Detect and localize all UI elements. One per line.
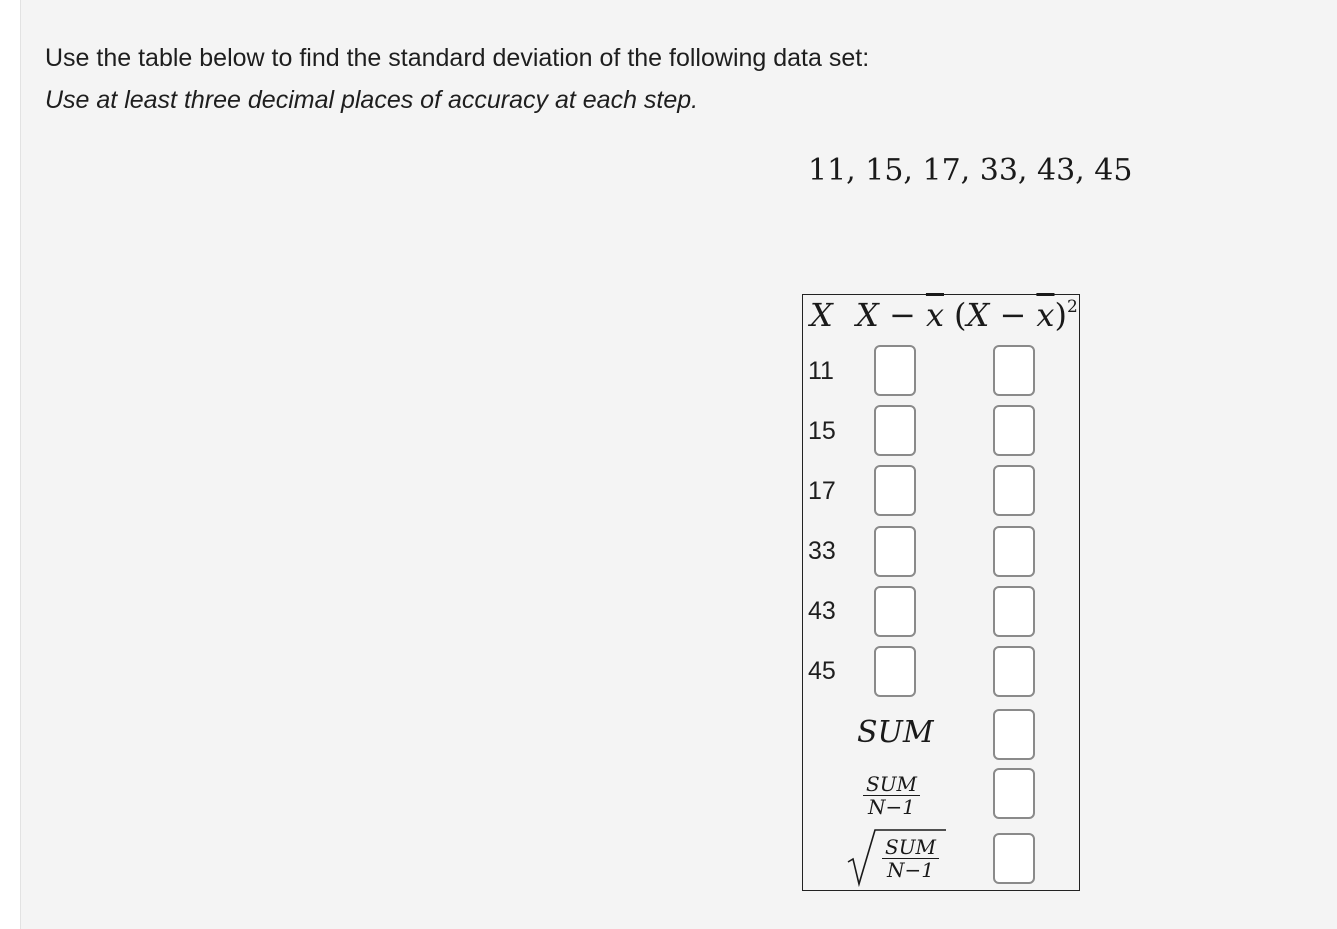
deviation-table [802, 294, 1080, 891]
deviation-input[interactable] [874, 526, 916, 577]
variance-label: SUM N−1 [863, 773, 920, 818]
x-value: 33 [808, 537, 836, 565]
standard-deviation-input[interactable] [993, 833, 1035, 884]
deviation-input[interactable] [874, 586, 916, 637]
question-prompt: Use the table below to find the standard deviation of the following data set: [45, 44, 870, 72]
squared-deviation-input[interactable] [993, 465, 1035, 516]
data-set: 11, 15, 17, 33, 43, 45 [808, 153, 1133, 188]
question-instruction: Use at least three decimal places of accuracy at each step. [45, 86, 699, 114]
standard-deviation-label: SUM N−1 [882, 836, 939, 881]
variance-input[interactable] [993, 768, 1035, 819]
squared-deviation-input[interactable] [993, 405, 1035, 456]
squared-deviation-input[interactable] [993, 586, 1035, 637]
squared-deviation-input[interactable] [993, 646, 1035, 697]
deviation-input[interactable] [874, 405, 916, 456]
deviation-input[interactable] [874, 465, 916, 516]
header-squared-deviation: $(X - \overline{x})^2$ [954, 296, 1078, 334]
x-value: 15 [808, 417, 836, 445]
deviation-input[interactable] [874, 646, 916, 697]
sum-input[interactable] [993, 709, 1035, 760]
x-value: 11 [808, 357, 834, 385]
header-x: X [810, 296, 833, 334]
sum-label: SUM [857, 715, 934, 750]
squared-deviation-input[interactable] [993, 345, 1035, 396]
x-value: 17 [808, 477, 836, 505]
squared-deviation-input[interactable] [993, 526, 1035, 577]
header-deviation: $X - \overline{x}$ [856, 296, 944, 334]
x-value: 43 [808, 597, 836, 625]
x-value: 45 [808, 657, 836, 685]
deviation-input[interactable] [874, 345, 916, 396]
question-panel [20, 0, 1337, 929]
